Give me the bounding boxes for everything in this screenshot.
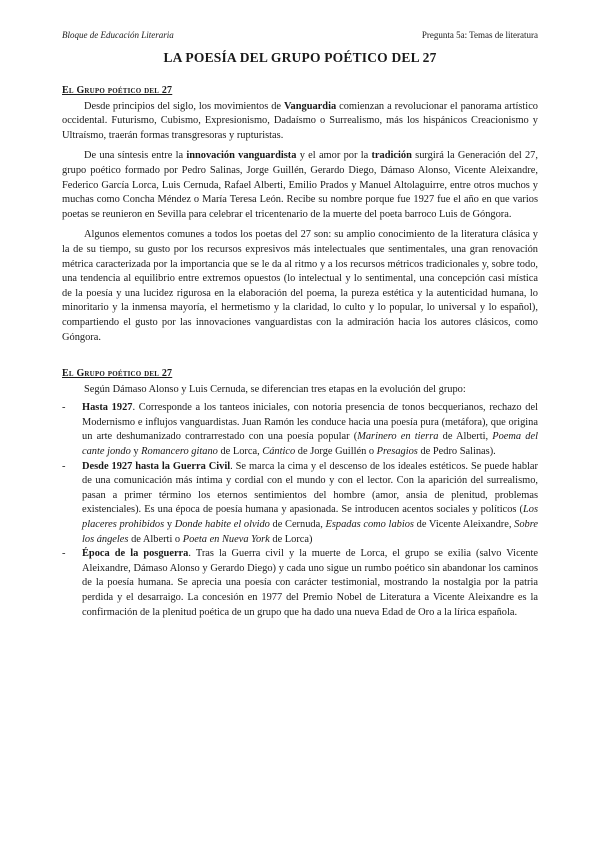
document-body bbox=[62, 84, 538, 620]
paragraph-etapas-intro: Según Dámaso Alonso y Luis Cernuda, se diferencian tres etapas en la evolución del grupo: bbox=[84, 383, 466, 395]
section-1-heading: El Grupo poético del 27 bbox=[62, 85, 173, 96]
list-item: - Época de la posguerra. Tras la Guerra civil y la muerte de Lorca, el grupo se exilia (salvo Vicente Aleixandre, Dámaso Alonso y Gerardo Diego) y cada uno sigue un rumbo poético sin abandonar los caminos de la poesía humana. Se aprecia una poesía con carácter testimonial, mostrando la nostalgia por la patria perdida y el desarraigo. La concesión en 1977 del Premio Nobel de Literatura a Vicente Aleixandre es la confirmación de la plenitud poética de un grupo que ha dado una nueva Edad de Oro a la lírica española. bbox=[62, 548, 538, 618]
page-title: LA POESÍA DEL GRUPO POÉTICO DEL 27 bbox=[163, 50, 437, 65]
header-right: Pregunta 5a: Temas de literatura bbox=[421, 30, 538, 40]
paragraph-elementos-comunes: Algunos elementos comunes a todos los poetas del 27 son: su amplio conocimiento de la literatura clásica y la de su tiempo, su gusto por los recursos expresivos más intelectuales que sentimentales, una gran renovación métrica caracterizada por la importancia que se le da al ritmo y a los recursos métricos tradicionales y, sobre todo, una tendencia al equilibrio entre extremos opuestos (lo intelectual y lo sentimental, una concepción casi mística de la poesía y una lucidez rigurosa en la elaboración del poema, la pureza estética y la autenticidad humana, lo minoritario y la inmensa mayoría, el hermetismo y la claridad, lo culto y lo popular, lo universal y lo español), compartiendo el gusto por las innovaciones vanguardistas con la admiración hacia los autores clásicos, como Góngora. bbox=[62, 229, 538, 343]
header-left: Bloque de Educación Literaria bbox=[62, 30, 174, 40]
page-header bbox=[62, 30, 538, 42]
paragraph-generacion: De una síntesis entre la innovación vanguardista y el amor por la tradición surgirá la Generación del 27, grupo poético formado por Pedro Salinas, Jorge Guillén, Gerardo Diego, Dámaso Alonso, Vicente Aleixandre, Federico García Lorca, Luis Cernuda, Rafael Alberti, Emilio Prados y Manuel Altolaguirre, entre otros muchos y muchas como Concha Méndez o María Teresa León. Recibe su nombre porque fue 1927 fue el año en que varios poetas se reunieron en Sevilla para celebrar el tricentenario de la muerte del poeta barroco Luis de Góngora. bbox=[62, 150, 538, 220]
paragraph-vanguardia: Desde principios del siglo, los movimientos de Vanguardia comienzan a revolucionar el panorama artístico occidental. Futurismo, Cubismo, Expresionismo, Dadaísmo o Surrealismo, más los hispánicos Creacionismo y Ultraísmo, traerán formas transgresoras y rupturistas. bbox=[62, 100, 539, 141]
section-2-heading: El Grupo poético del 27 bbox=[62, 368, 173, 380]
list-item: - Hasta 1927. Corresponde a los tanteos iniciales, con notoria presencia de tonos becquerianos, rechazo del Modernismo e influjos vanguardistas. Juan Ramón les conduce hacia una poesía pura (metáfora), que origina un arte deshumanizado contrarrestado con una poesía popular (Marinero en tierra de Alberti, Poema del cante jondo y Romancero gitano de Lorca, Cántico de Jorge Guillén o Presagios de Pedro Salinas). bbox=[62, 402, 539, 458]
list-item: - Desde 1927 hasta la Guerra Civil. Se marca la cima y el descenso de los ideales estéticos. Se puede hablar de una comunicación más íntima y cordial con el mundo y con el lector. Con la aparición del surrealismo, pasan a primer término los eternos sentimientos del hombre (amor, ansia de plenitud, problemas existenciales). Es una época de poesía humana y apasionada. Se introducen acentos sociales y políticos (Los placeres prohibidos y Donde habite el olvido de Cernuda, Espadas como labios de Vicente Aleixandre, Sobre los ángeles de Alberti o Poeta en Nueva York de Lorca) bbox=[62, 460, 539, 545]
etapas-list bbox=[62, 401, 538, 620]
